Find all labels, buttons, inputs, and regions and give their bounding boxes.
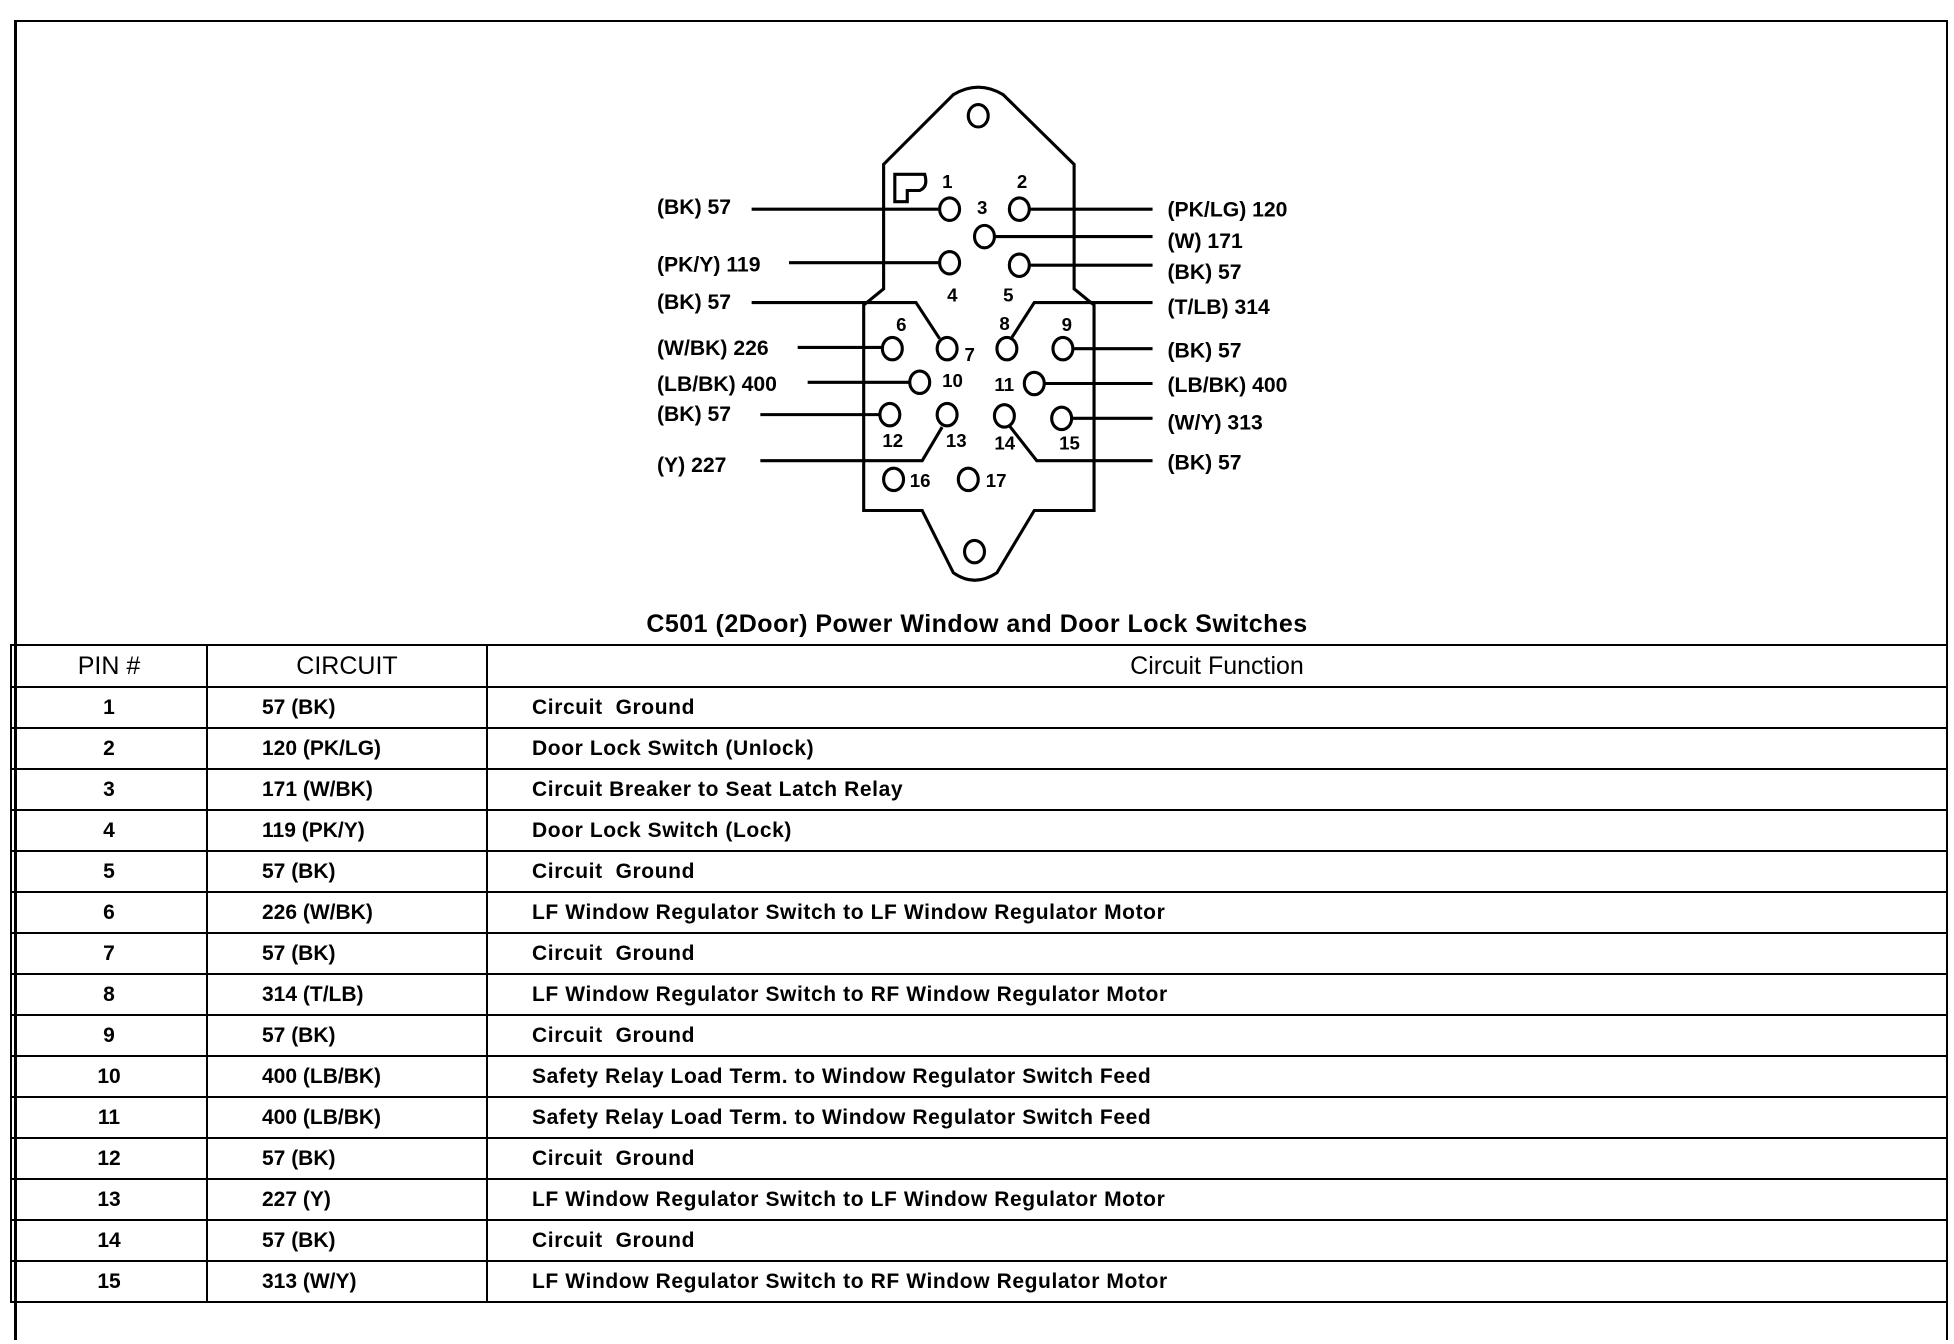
pin-number: 17 xyxy=(985,469,1007,491)
circuit-cell: 57 (BK) xyxy=(207,1138,487,1179)
pin-16-terminal xyxy=(884,468,904,490)
pin-17-terminal xyxy=(958,468,978,490)
pin-number: 12 xyxy=(882,430,904,452)
header-function: Circuit Function xyxy=(487,645,1947,687)
function-cell: Circuit Ground xyxy=(487,687,1947,728)
table-row xyxy=(11,1261,1947,1302)
pin-1-terminal xyxy=(940,198,960,220)
wire-label: (LB/BK) 400 xyxy=(657,372,777,396)
table-row xyxy=(11,1015,1947,1056)
wire-right xyxy=(1009,426,1152,461)
pin-number: 6 xyxy=(896,314,907,336)
connector-diagram xyxy=(0,0,1954,640)
function-cell: LF Window Regulator Switch to RF Window Regulator Motor xyxy=(487,1261,1947,1302)
pin-cell: 5 xyxy=(11,851,207,892)
pin-number: 13 xyxy=(945,430,967,452)
pin-number: 16 xyxy=(909,469,931,491)
function-cell: Circuit Ground xyxy=(487,851,1947,892)
pin-cell: 6 xyxy=(11,892,207,933)
function-cell: LF Window Regulator Switch to RF Window Regulator Motor xyxy=(487,974,1947,1015)
pin-number: 4 xyxy=(947,284,958,306)
wire-label: (W/Y) 313 xyxy=(1167,411,1263,435)
table-row xyxy=(11,1179,1947,1220)
table-row xyxy=(11,933,1947,974)
pin-cell: 9 xyxy=(11,1015,207,1056)
pin-cell: 4 xyxy=(11,810,207,851)
mounting-hole-bottom xyxy=(965,540,985,562)
circuit-cell: 313 (W/Y) xyxy=(207,1261,487,1302)
table-row xyxy=(11,1056,1947,1097)
pin-15-terminal xyxy=(1052,407,1072,429)
wire-label: (BK) 57 xyxy=(1167,451,1242,475)
pin-cell: 11 xyxy=(11,1097,207,1138)
pin-number: 1 xyxy=(942,171,953,193)
wire-label: (W) 171 xyxy=(1167,229,1243,253)
pin-number: 5 xyxy=(1003,284,1014,306)
table-row xyxy=(11,851,1947,892)
function-cell: Safety Relay Load Term. to Window Regulator Switch Feed xyxy=(487,1056,1947,1097)
pin-number: 15 xyxy=(1059,432,1080,454)
pin-number: 9 xyxy=(1061,314,1073,336)
function-cell: Safety Relay Load Term. to Window Regulator Switch Feed xyxy=(487,1097,1947,1138)
pin-cell: 14 xyxy=(11,1220,207,1261)
connector-caption: C501 (2Door) Power Window and Door Lock Switches xyxy=(646,610,1308,638)
table-row xyxy=(11,810,1947,851)
wire-right xyxy=(1012,303,1153,338)
pin-6-terminal xyxy=(882,337,902,359)
table-row xyxy=(11,1220,1947,1261)
wire-left xyxy=(760,427,942,461)
pin-number: 7 xyxy=(964,344,975,366)
table-header-row xyxy=(11,645,1947,687)
function-cell: Door Lock Switch (Lock) xyxy=(487,810,1947,851)
wire-label: (BK) 57 xyxy=(657,290,732,314)
wire-label: (Y) 227 xyxy=(657,453,727,477)
pin-cell: 8 xyxy=(11,974,207,1015)
wire-label: (BK) 57 xyxy=(657,196,732,220)
function-cell: Circuit Ground xyxy=(487,1015,1947,1056)
header-pin: PIN # xyxy=(11,645,207,687)
pin-number: 14 xyxy=(994,432,1016,454)
polarization-key-icon xyxy=(895,174,926,201)
circuit-cell: 171 (W/BK) xyxy=(207,769,487,810)
pin-number: 8 xyxy=(999,312,1010,334)
pin-number: 10 xyxy=(942,370,963,392)
circuit-cell: 400 (LB/BK) xyxy=(207,1097,487,1138)
wire-label: (BK) 57 xyxy=(1167,260,1242,284)
pin-11-terminal xyxy=(1024,372,1044,394)
pin-number: 3 xyxy=(977,197,988,219)
pin-cell: 12 xyxy=(11,1138,207,1179)
pin-8-terminal xyxy=(997,337,1017,359)
table-row xyxy=(11,769,1947,810)
pin-13-terminal xyxy=(937,403,957,425)
pin-cell: 10 xyxy=(11,1056,207,1097)
header-circuit: CIRCUIT xyxy=(207,645,487,687)
pinout-table xyxy=(10,644,1948,1303)
wire-label: (PK/Y) 119 xyxy=(657,253,761,277)
circuit-cell: 57 (BK) xyxy=(207,687,487,728)
table-row xyxy=(11,974,1947,1015)
pin-cell: 15 xyxy=(11,1261,207,1302)
mounting-hole-top xyxy=(968,105,988,127)
pin-number: 2 xyxy=(1016,171,1028,193)
wire-left xyxy=(752,303,940,339)
circuit-cell: 57 (BK) xyxy=(207,1220,487,1261)
wire-label: (BK) 57 xyxy=(657,402,732,426)
circuit-cell: 227 (Y) xyxy=(207,1179,487,1220)
wire-label: (LB/BK) 400 xyxy=(1167,374,1288,398)
wire-label: (BK) 57 xyxy=(1167,339,1242,363)
function-cell: Circuit Breaker to Seat Latch Relay xyxy=(487,769,1947,810)
function-cell: LF Window Regulator Switch to LF Window Regulator Motor xyxy=(487,1179,1947,1220)
circuit-cell: 400 (LB/BK) xyxy=(207,1056,487,1097)
circuit-cell: 57 (BK) xyxy=(207,1015,487,1056)
pin-cell: 13 xyxy=(11,1179,207,1220)
pin-cell: 1 xyxy=(11,687,207,728)
pin-12-terminal xyxy=(880,403,900,425)
table-row xyxy=(11,687,1947,728)
function-cell: Circuit Ground xyxy=(487,1138,1947,1179)
function-cell: LF Window Regulator Switch to LF Window Regulator Motor xyxy=(487,892,1947,933)
pin-number: 11 xyxy=(994,373,1015,395)
circuit-cell: 314 (T/LB) xyxy=(207,974,487,1015)
circuit-cell: 57 (BK) xyxy=(207,851,487,892)
table-row xyxy=(11,728,1947,769)
pin-9-terminal xyxy=(1053,337,1073,359)
wire-label: (T/LB) 314 xyxy=(1167,295,1270,319)
pin-4-terminal xyxy=(940,252,960,274)
circuit-cell: 57 (BK) xyxy=(207,933,487,974)
pin-2-terminal xyxy=(1009,198,1029,220)
pin-cell: 2 xyxy=(11,728,207,769)
pin-cell: 3 xyxy=(11,769,207,810)
table-row xyxy=(11,1097,1947,1138)
pin-14-terminal xyxy=(994,405,1014,427)
circuit-cell: 119 (PK/Y) xyxy=(207,810,487,851)
circuit-cell: 120 (PK/LG) xyxy=(207,728,487,769)
wire-label: (PK/LG) 120 xyxy=(1167,198,1288,222)
function-cell: Circuit Ground xyxy=(487,933,1947,974)
pin-cell: 7 xyxy=(11,933,207,974)
table-row xyxy=(11,892,1947,933)
pin-5-terminal xyxy=(1009,254,1029,276)
pin-7-terminal xyxy=(937,337,957,359)
circuit-cell: 226 (W/BK) xyxy=(207,892,487,933)
function-cell: Circuit Ground xyxy=(487,1220,1947,1261)
pin-10-terminal xyxy=(910,371,930,393)
function-cell: Door Lock Switch (Unlock) xyxy=(487,728,1947,769)
wire-label: (W/BK) 226 xyxy=(657,336,769,360)
table-row xyxy=(11,1138,1947,1179)
pin-3-terminal xyxy=(975,225,995,247)
